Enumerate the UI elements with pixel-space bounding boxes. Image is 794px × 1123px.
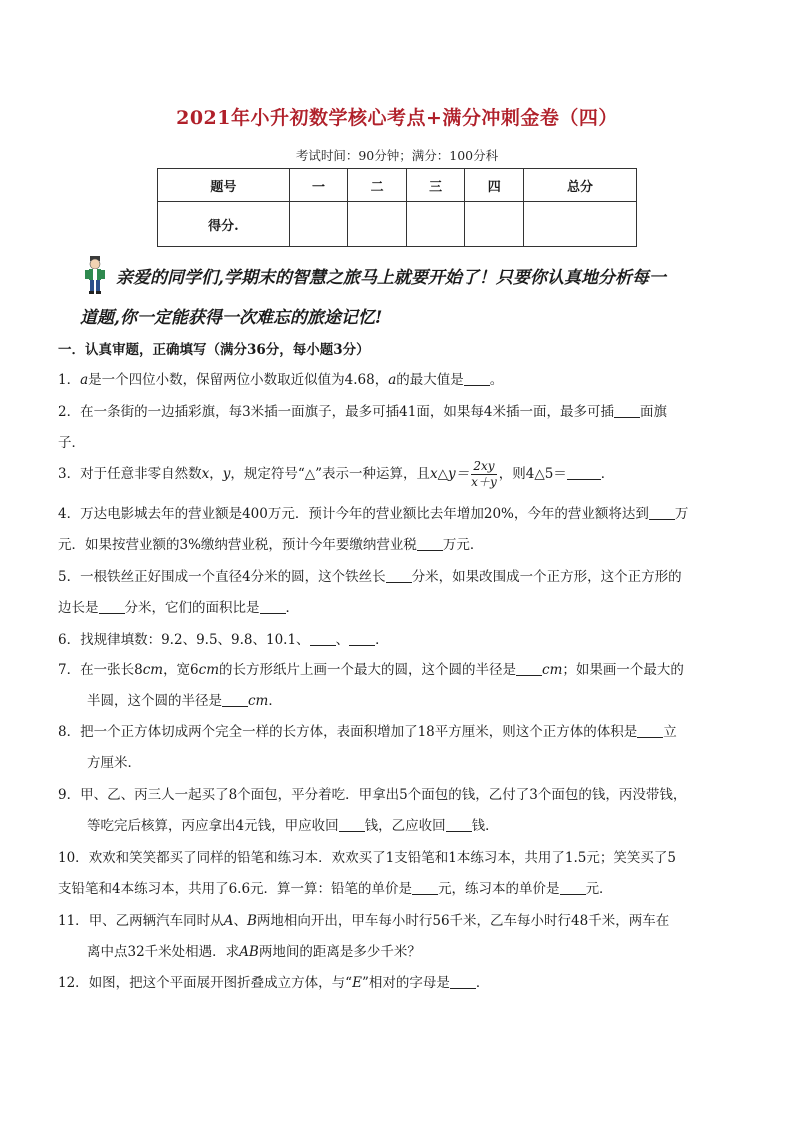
question-number: 9． <box>58 787 81 803</box>
answer-blank[interactable] <box>260 599 286 614</box>
fraction <box>471 459 497 490</box>
question-text: 的最大值是 <box>396 372 464 388</box>
question-text: 万 <box>674 506 689 522</box>
question-text: 是一个四位小数，保留两位小数取近似值为4.68， <box>88 372 389 388</box>
variable: y <box>222 466 231 482</box>
intro-line-2: 道题,你一定能获得一次难忘的旅途记忆! <box>80 308 383 328</box>
question-text: 两地相向开出，甲车每小时行56千米，乙车每小时行48千米，两车在 <box>256 913 670 929</box>
question-text: 万元． <box>442 537 484 553</box>
question-text: 一根铁丝正好围成一个直径4分米的圆，这个铁丝长 <box>80 569 386 585</box>
answer-blank[interactable] <box>349 631 375 646</box>
question-text: 在一张长8 <box>80 662 143 678</box>
question-number: 5． <box>58 569 81 585</box>
score-cell[interactable] <box>406 202 465 247</box>
score-header-cell: 四 <box>465 169 524 202</box>
question-11 <box>58 911 738 962</box>
answer-blank[interactable] <box>222 692 248 707</box>
question-9 <box>58 785 738 836</box>
score-cell[interactable] <box>348 202 407 247</box>
score-header-cell: 三 <box>406 169 465 202</box>
exam-subtitle: 考试时间：90分钟；满分：100分科 <box>295 148 499 163</box>
answer-blank[interactable] <box>310 631 336 646</box>
question-line <box>58 691 738 711</box>
score-header-cell: 总分 <box>524 169 637 202</box>
question-line <box>58 598 738 618</box>
question-line <box>58 942 738 962</box>
question-text: 分米，如果改围成一个正方形，这个正方形的 <box>411 569 682 585</box>
question-text: 离中点32千米处相遇．求 <box>87 944 240 960</box>
variable: a <box>388 372 397 388</box>
answer-blank[interactable] <box>560 880 586 895</box>
answer-blank[interactable] <box>516 661 542 676</box>
answer-blank[interactable] <box>450 974 476 989</box>
exam-title: 2021年小升初数学核心考点+满分冲刺金卷（四） <box>176 107 618 129</box>
question-10 <box>58 848 738 899</box>
question-number: 10． <box>58 850 89 866</box>
question-text: 甲、乙两辆汽车同时从 <box>88 913 224 929</box>
question-5 <box>58 567 738 618</box>
question-number: 7． <box>58 662 81 678</box>
question-4 <box>58 504 738 555</box>
question-number: 1． <box>58 372 81 388</box>
section-1-heading: 一．认真审题，正确填写（满分36分，每小题3分） <box>58 342 370 358</box>
question-text: 方厘米． <box>87 755 141 771</box>
question-number: 4． <box>58 506 81 522</box>
question-text: 边长是 <box>58 600 99 616</box>
score-header-cell: 题号 <box>158 169 290 202</box>
answer-blank[interactable] <box>99 599 125 614</box>
question-line <box>58 535 738 555</box>
variable: A <box>223 913 234 929</box>
intro-message <box>80 258 730 338</box>
score-table-score-row <box>158 202 637 247</box>
formula: x△y＝ <box>430 466 470 482</box>
question-number: 6． <box>58 632 81 648</box>
score-cell[interactable] <box>524 202 637 247</box>
answer-blank[interactable] <box>417 536 443 551</box>
question-text: 。 <box>489 372 504 388</box>
answer-blank[interactable] <box>637 723 663 738</box>
variable: x <box>201 466 210 482</box>
answer-blank[interactable] <box>649 505 675 520</box>
variable: B <box>246 913 257 929</box>
question-number: 3． <box>58 466 81 482</box>
question-text: 钱． <box>471 818 499 834</box>
answer-blank[interactable] <box>614 403 640 418</box>
question-text: 立 <box>663 724 677 740</box>
score-header-cell: 一 <box>289 169 348 202</box>
question-text: 、 <box>335 632 350 648</box>
question-1 <box>58 370 738 390</box>
score-header-cell: 二 <box>348 169 407 202</box>
variable: AB <box>239 944 259 960</box>
question-text: 万达电影城去年的营业额是400万元．预计今年的营业额比去年增加20%，今年的营业额将达到 <box>80 506 649 522</box>
question-text: 对于任意非零自然数 <box>80 466 202 482</box>
question-text: 元，练习本的单价是 <box>438 881 560 897</box>
question-number: 12． <box>58 975 89 991</box>
question-text: 分米，它们的面积比是 <box>124 600 260 616</box>
score-cell[interactable] <box>465 202 524 247</box>
question-text: ． <box>375 632 389 648</box>
unit: cm <box>198 662 220 678</box>
question-text: ，规定符号“△”表示一种运算，且 <box>230 466 431 482</box>
question-2 <box>58 402 738 453</box>
question-text: 欢欢和笑笑都买了同样的铅笔和练习本．欢欢买了1支铅笔和1本练习本，共用了1.5元；笑笑买了5 <box>88 850 676 866</box>
question-12 <box>58 973 738 993</box>
question-text: 面旗 <box>639 404 667 420</box>
answer-blank[interactable] <box>464 371 490 386</box>
question-text: 钱，乙应收回 <box>364 818 446 834</box>
answer-blank[interactable] <box>567 465 601 480</box>
fraction-numerator: 2xy <box>471 459 497 475</box>
question-text: 的长方形纸片上画一个最大的圆，这个圆的半径是 <box>219 662 517 678</box>
question-text: ；如果画一个最大的 <box>562 662 684 678</box>
unit: cm <box>248 693 269 709</box>
question-text: 元．如果按营业额的3%缴纳营业税，预计今年要缴纳营业税 <box>58 537 417 553</box>
question-text: ，则4△5＝ <box>498 466 567 482</box>
question-text: ，宽6 <box>163 662 199 678</box>
score-row-label: 得分. <box>158 202 290 247</box>
question-line <box>58 816 738 836</box>
question-text: 在一条街的一边插彩旗，每3米插一面旗子，最多可插41面，如果每4米插一面，最多可插 <box>80 404 614 420</box>
question-text: ． <box>285 600 299 616</box>
unit: cm <box>142 662 164 678</box>
score-table <box>157 168 637 247</box>
variable: a <box>80 372 89 388</box>
question-number: 2． <box>58 404 81 420</box>
question-text: 支铅笔和4本练习本，共用了6.6元．算一算：铅笔的单价是 <box>58 881 413 897</box>
question-3 <box>58 459 738 490</box>
question-text: ”相对的字母是 <box>361 975 450 991</box>
question-text: 半圆，这个圆的半径是 <box>87 693 222 709</box>
unit: cm <box>542 662 563 678</box>
question-text: 、 <box>233 913 247 929</box>
answer-blank[interactable] <box>446 817 472 832</box>
score-table-header-row <box>158 169 637 202</box>
question-text: 如图，把这个平面展开图折叠成立方体，与“ <box>88 975 353 991</box>
question-text: ， <box>209 466 223 482</box>
question-line <box>58 879 738 899</box>
question-text: 元． <box>585 881 613 897</box>
question-text: 子． <box>58 435 85 451</box>
fraction-denominator: x＋y <box>471 475 497 489</box>
question-text: 找规律填数：9.2、9.5、9.8、10.1、 <box>80 632 310 648</box>
question-text: ． <box>475 975 490 991</box>
question-text: 把一个正方体切成两个完全一样的长方体，表面积增加了18平方厘米，则这个正方体的体积是 <box>80 724 638 740</box>
variable: E <box>352 975 362 991</box>
intro-line-1: 亲爱的同学们,学期末的智慧之旅马上就要开始了！只要你认真地分析每一 <box>116 268 666 288</box>
answer-blank[interactable] <box>386 568 412 583</box>
question-text: 两地间的距离是多少千米？ <box>258 944 421 960</box>
answer-blank[interactable] <box>412 880 438 895</box>
question-number: 11． <box>58 913 89 929</box>
question-6 <box>58 630 738 650</box>
question-text: 甲、乙、丙三人一起买了8个面包，平分着吃．甲拿出5个面包的钱，乙付了3个面包的钱，丙没带钱， <box>80 787 687 803</box>
question-text: ． <box>268 693 282 709</box>
question-number: 8． <box>58 724 81 740</box>
score-cell[interactable] <box>289 202 348 247</box>
question-text: ． <box>600 466 615 482</box>
answer-blank[interactable] <box>339 817 365 832</box>
question-text: 等吃完后核算，丙应拿出4元钱，甲应收回 <box>87 818 339 834</box>
question-7 <box>58 660 738 711</box>
question-8 <box>58 722 738 773</box>
